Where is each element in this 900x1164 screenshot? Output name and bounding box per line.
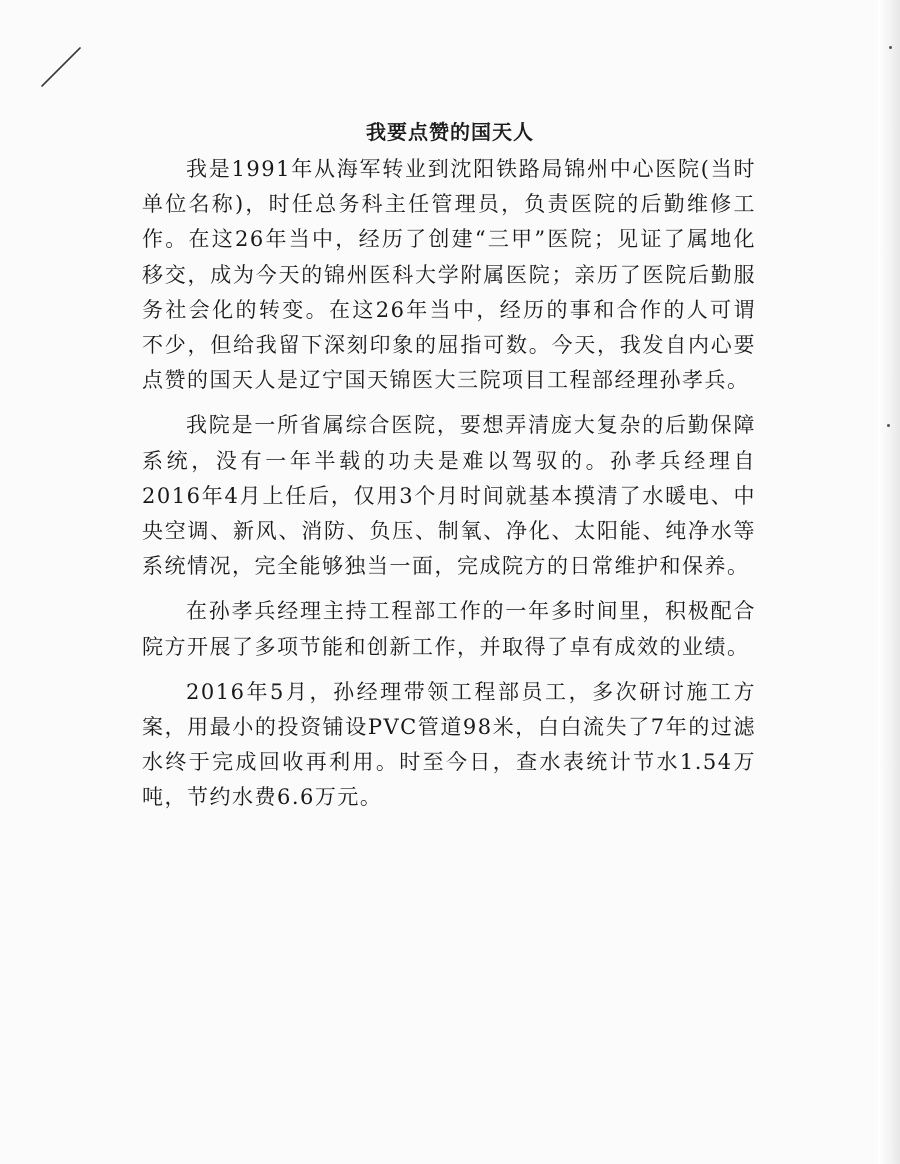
scan-speck	[887, 424, 890, 427]
scan-edge-shadow	[878, 0, 900, 1164]
paragraph-achievements: 在孙孝兵经理主持工程部工作的一年多时间里，积极配合院方开展了多项节能和创新工作，并取得了卓有成效的业绩。	[142, 599, 756, 659]
paragraph-hospital-systems: 我院是一所省属综合医院，要想弄清庞大复杂的后勤保障系统，没有一年半载的功夫是难以驾驭的。孙孝兵经理自2016年4月上任后，仅用3个月时间就基本摸清了水暖电、中央空调、新风、消防、负压、制氧、净化、太阳能、纯净水等系统情况，完全能够独当一面，完成院方的日常维护和保养。	[142, 413, 756, 579]
document-title: 我要点赞的国天人	[366, 120, 534, 144]
scan-speck	[889, 46, 892, 49]
document-body	[142, 152, 756, 816]
paragraph-intro: 我是1991年从海军转业到沈阳铁路局锦州中心医院(当时单位名称)，时任总务科主任管理员，负责医院的后勤维修工作。在这26年当中，经历了创建“三甲”医院；见证了属地化移交，成为今天的锦州医科大学附属医院；亲历了医院后勤服务社会化的转变。在这26年当中，经历的事和合作的人可谓不少，但给我留下深刻印象的屈指可数。今天，我发自内心要点赞的国天人是辽宁国天锦医大三院项目工程部经理孙孝兵。	[142, 157, 756, 393]
paragraph-water-recycling: 2016年5月，孙经理带领工程部员工，多次研讨施工方案，用最小的投资铺设PVC管道98米，白白流失了7年的过滤水终于完成回收再利用。时至今日，查水表统计节水1.54万吨，节约水费6.6万元。	[142, 679, 756, 810]
pen-stroke-mark	[38, 44, 84, 90]
